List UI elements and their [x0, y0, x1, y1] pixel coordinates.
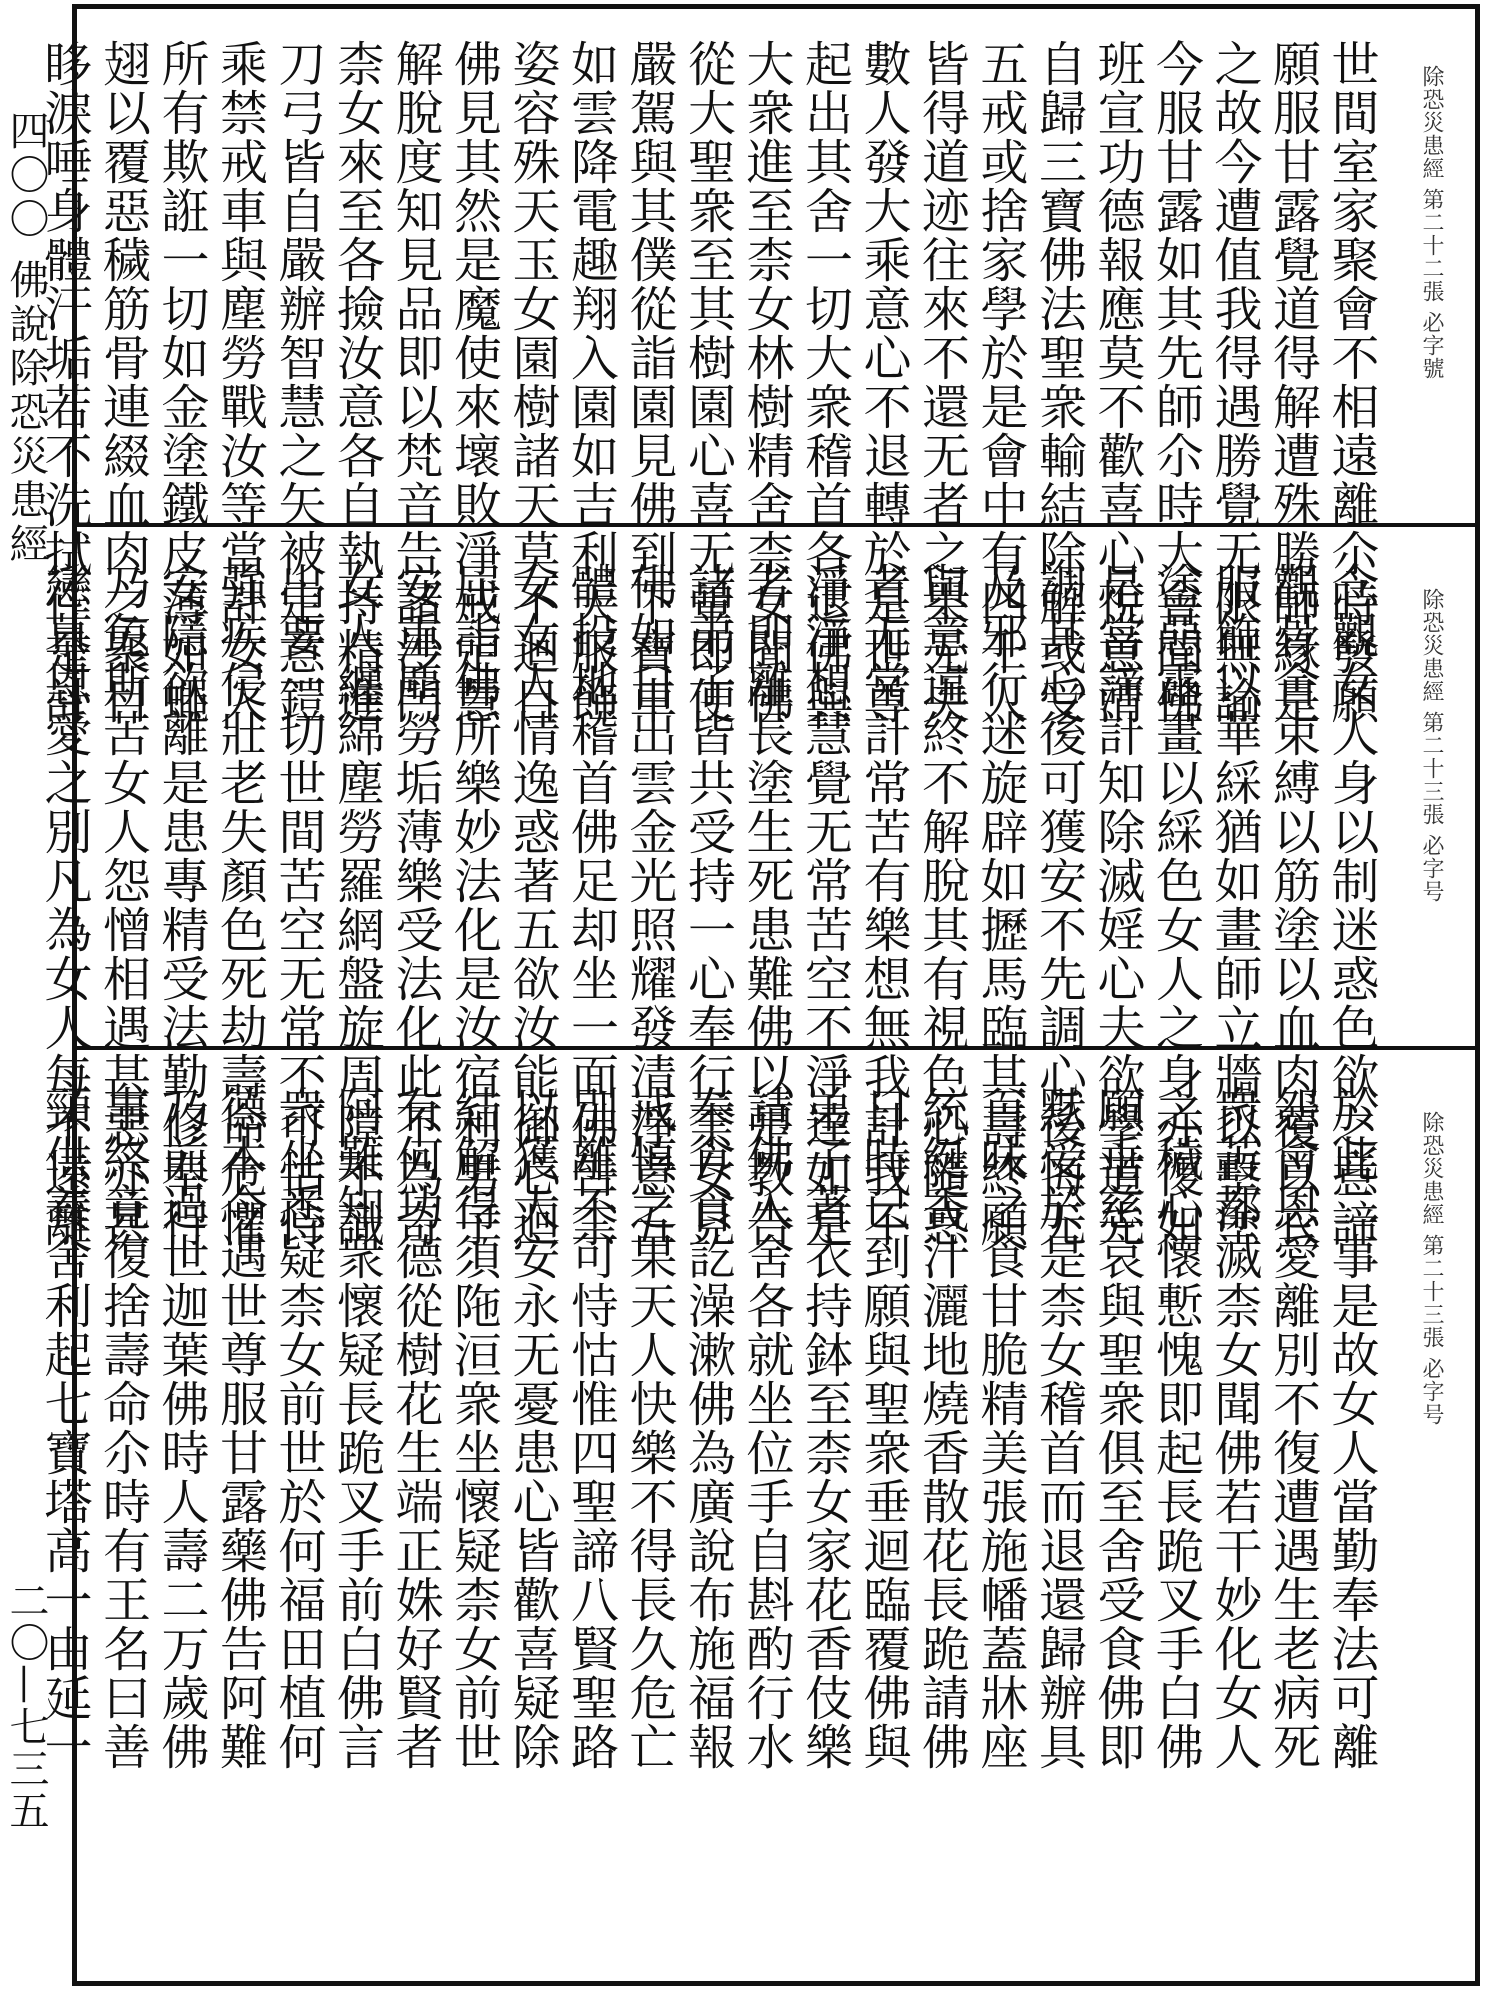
text-column: 安隱欲離是患專精受法勤修奉行	[153, 562, 209, 1248]
margin-sutra-title: 四〇〇 佛說除恐災患經	[3, 110, 49, 567]
register-folio-note: 除恐災患經 第二十三張 必字号	[1419, 1111, 1444, 1426]
text-column: 統綖香汁灑地燒香散花長跪請佛	[913, 1085, 970, 1771]
text-column: 調其心後可獲安不先調心後悔无	[1030, 562, 1087, 1248]
text-column: 解脫度知見品即以梵音告諸沙門	[387, 39, 443, 725]
text-column: 奉食食訖澡漱佛為廣說布施福報	[679, 1085, 736, 1771]
text-column: 衆苦都滅柰女聞佛若干妙化女人	[1206, 1085, 1262, 1771]
text-column: 乃免斯苦女人怨憎相遇甚惡亦甚	[94, 562, 151, 1248]
text-column: 佛如日出雲金光照耀發清淨意五	[621, 562, 677, 1248]
text-column: 是當諦計知除滅婬心夫欲學道先	[1089, 562, 1145, 1248]
text-column: 淨淨想慧覺无常苦空不淨達如是	[796, 562, 853, 1248]
text-column: 有何功德從樹花生端正姝好賢者	[387, 1085, 443, 1771]
text-column: 德本今遇世尊服甘露藥佛告阿難	[211, 1085, 268, 1771]
text-column: 班宣功德報應莫不歡喜心悅意清	[1089, 39, 1145, 725]
text-column: 阿難知衆懷疑長跪叉手前白佛言	[328, 1085, 385, 1771]
text-column: 與意違終不解脫其有視色心隨惑	[913, 562, 970, 1248]
margin-page-number: 二〇—七三五	[3, 1580, 49, 1832]
text-column: 自歸三寶佛法聖衆輸結除解或受	[1030, 39, 1087, 725]
text-column: 願服甘露覺道得解遭殊勝師緣是	[1264, 39, 1321, 725]
text-column: 嚴駕與其僕從詣園見佛到下寶車	[621, 39, 677, 725]
text-column: 服飾以華綵猶如畫師立牆以墼塗	[1206, 562, 1262, 1248]
text-column: 出要一切世間苦空无常不可怙恃	[270, 562, 326, 1248]
text-column: 請佛入舍各就坐位手自斟酌行水	[738, 1085, 794, 1771]
text-column: 百味之食甘脆精美張施幡蓋牀座	[972, 1085, 1028, 1771]
text-column: 大衆進至柰女林樹精舍柰女聞佛	[738, 39, 794, 725]
text-column: 今服甘露如其先師尒時大會聞佛	[1147, 39, 1204, 725]
text-column: 戒慎之果天人快樂不得長久危亡	[621, 1085, 677, 1771]
text-column: 結解得須陁洹衆坐懷疑柰女前世	[445, 1085, 502, 1771]
text-column: 刀弓皆自嚴辦智慧之矢被定意鎧	[270, 39, 326, 725]
register-text	[35, 1085, 1381, 1771]
text-column: 從大聖衆至其樹園心喜无量即便	[679, 39, 736, 725]
register-1	[36, 9, 1475, 725]
text-column: 起出其舍一切大衆稽首各退佛與	[796, 39, 853, 725]
text-column: 姿容殊天玉女園樹諸天莫不迴目	[504, 39, 560, 725]
text-column: 怨會恩愛離別不復遭遇生老病死	[1264, 1085, 1321, 1771]
text-column: 日時已到願與聖衆垂迴臨覆佛與	[855, 1085, 911, 1771]
register-2	[36, 532, 1475, 1248]
text-column: 及邪行迷旋辟如攊馬臨其壽終願	[972, 562, 1028, 1248]
text-column: 衆坐悉疑柰女前世於何福田植何	[270, 1085, 326, 1771]
text-column: 願垂慈哀與聖衆俱至舍受食佛即	[1089, 1085, 1145, 1771]
text-column: 皆得道迹往來不還无者之果无央	[913, 39, 970, 725]
text-column: 五戒或捨家學於是會中有四千人	[972, 39, 1028, 725]
text-column: 念觀女人身以制迷惑色欲之意諦	[1323, 562, 1379, 1248]
text-column: 柰女來至各撿汝意各自執持精進	[328, 39, 385, 725]
text-column: 如雲降電趣翔入園如吉利天服飾	[562, 39, 619, 725]
text-column: 翅以覆惡穢筋骨連綴血肉之聚目	[94, 39, 151, 725]
text-column: 數人發大乘意心不退轉於是世尊	[855, 39, 911, 725]
text-column: 之穢心懷慙愧即起長跪叉手白佛	[1147, 1085, 1204, 1771]
register-folio-note: 除恐災患經 第二十三張 必字号	[1419, 588, 1444, 903]
register-folio-note: 除恐災患經 第二十二張 必字號	[1419, 65, 1444, 380]
text-column: 乃前過世迦葉佛時人壽二万歲佛	[153, 1085, 209, 1771]
register-3	[36, 1055, 1475, 1981]
text-column: 塗惡露畫以綵色女人之身亦復如	[1147, 562, 1204, 1248]
text-column: 世間室家聚會不相遠離尒時發願	[1323, 39, 1379, 725]
text-column: 別離不可恃怙惟四聖諦八賢聖路	[562, 1085, 619, 1771]
text-column: 於此二事是故女人當勤奉法可離	[1323, 1085, 1379, 1771]
text-column: 觀骨舍束縛以筋塗以血肉覆以衣	[1264, 562, 1321, 1248]
text-column: 以獲大安永无憂患心皆歡喜疑除	[504, 1085, 560, 1771]
text-column: 頸供養舍利起七寶塔高一由延一	[36, 1085, 92, 1771]
text-column: 女女人情逸惑著五欲汝能御心迴	[504, 562, 560, 1248]
text-column: 默受於是柰女稽首而退還歸辦具	[1030, 1085, 1087, 1771]
text-column: 者即離長塗生死患難佛以是教告	[738, 562, 794, 1248]
text-column: 佛見其然是魔使來壞敗淨戒定慧	[445, 39, 502, 725]
text-column: 事終竟復捨壽命尒時有王名曰善	[94, 1085, 151, 1771]
text-column: 乘禁戒車與塵勞戰汝等當計女人	[211, 39, 268, 725]
text-column: 強疾侵壯老失顏色死劫壽命危懼	[211, 562, 268, 1248]
text-column: 所有欺誑一切如金塗鐵皮薄如蠅	[153, 39, 209, 725]
text-column: 弟子著衣持鉢至柰女家花香伎樂	[796, 1085, 853, 1771]
text-column: 之故今遭值我得遇勝覺无限無諭	[1206, 39, 1262, 725]
text-column: 屈詣佛所樂妙法化是汝宿利男子	[445, 562, 502, 1248]
text-column: 眵淚唾身體汗垢若不洗拭作是計	[36, 39, 92, 725]
text-column: 諸弟子皆共受持一心奉行柰女見	[679, 562, 736, 1248]
text-column: 者无常計常苦有樂想無我計我不	[855, 562, 911, 1248]
text-column: 戀慕恩愛之別凡為女人每不遠離	[36, 562, 92, 1248]
text-column: 體投地稽首佛足却坐一面佛告柰	[562, 562, 619, 1248]
text-column: 女人纏綿塵勞羅網盤旋周障不識	[328, 562, 385, 1248]
text-column: 安重塵勞垢薄樂受法化此不為奇	[387, 562, 443, 1248]
